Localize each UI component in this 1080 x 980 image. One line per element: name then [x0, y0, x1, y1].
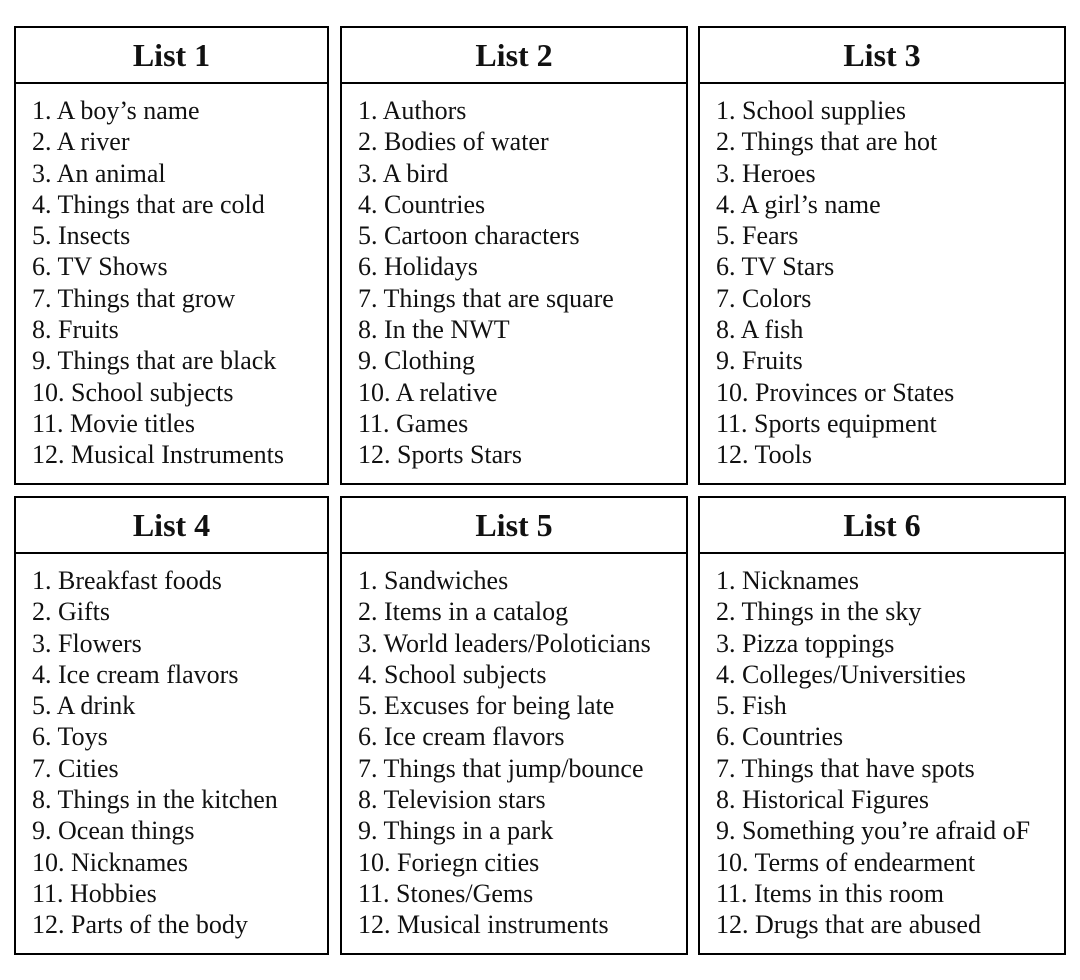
list-item: 2. Items in a catalog	[358, 597, 569, 627]
list-item: 5. Fears	[716, 221, 799, 251]
list-item: 9. Clothing	[358, 346, 476, 376]
list-item: 9. Things that are black	[32, 346, 277, 376]
list-item: 10. Nicknames	[32, 847, 188, 877]
list-item: 4. Things that are cold	[32, 189, 265, 219]
list-item: 11. Stones/Gems	[358, 878, 534, 908]
list-item: 7. Things that jump/bounce	[358, 753, 644, 783]
list-item: 4. Countries	[358, 189, 486, 219]
list-item: 1. School supplies	[716, 96, 906, 125]
list-item: 5. Fish	[716, 691, 787, 721]
list-item: 7. Colors	[716, 283, 812, 313]
list-item: 3. A bird	[358, 158, 449, 188]
list-item: 1. Authors	[358, 96, 467, 125]
list-item: 2. A river	[32, 127, 130, 157]
list-item: 12. Musical instruments	[358, 910, 609, 940]
list-item: 5. Insects	[32, 221, 131, 251]
list-title: List 1	[16, 28, 327, 84]
list-items	[700, 84, 1064, 471]
list-item: 10. School subjects	[32, 377, 234, 407]
list-item: 3. World leaders/Poloticians	[358, 628, 651, 658]
list-item: 9. Fruits	[716, 346, 803, 376]
list-item: 12. Drugs that are abused	[716, 910, 981, 940]
list-title: List 4	[16, 498, 327, 554]
list-item: 12. Parts of the body	[32, 910, 248, 940]
list-item: 6. Countries	[716, 722, 844, 752]
list-item: 10. Foriegn cities	[358, 847, 540, 877]
list-item: 11. Movie titles	[32, 408, 195, 438]
list-item: 2. Things that are hot	[716, 127, 938, 157]
list-card	[14, 26, 329, 485]
list-item: 2. Things in the sky	[716, 597, 922, 627]
list-item: 12. Sports Stars	[358, 440, 522, 470]
list-item: 2. Gifts	[32, 597, 110, 627]
list-item: 10. Provinces or States	[716, 377, 955, 407]
list-item: 7. Things that have spots	[716, 753, 975, 783]
list-items	[700, 554, 1064, 941]
list-title: List 2	[342, 28, 686, 84]
list-item: 4. School subjects	[358, 659, 547, 689]
list-item: 7. Cities	[32, 753, 119, 783]
list-item: 8. Television stars	[358, 785, 546, 815]
list-item: 7. Things that are square	[358, 283, 614, 313]
list-item: 11. Games	[358, 408, 469, 438]
list-items	[342, 554, 686, 941]
list-item: 10. A relative	[358, 377, 498, 407]
list-item: 5. Cartoon characters	[358, 221, 580, 251]
list-item: 8. A fish	[716, 315, 804, 345]
list-item: 1. Sandwiches	[358, 566, 509, 595]
list-item: 6. Holidays	[358, 252, 478, 282]
list-item: 6. TV Stars	[716, 252, 835, 282]
list-card	[340, 26, 688, 485]
list-item: 8. Fruits	[32, 315, 119, 345]
list-item: 2. Bodies of water	[358, 127, 549, 157]
list-item: 5. A drink	[32, 691, 136, 721]
list-item: 1. A boy’s name	[32, 96, 200, 125]
list-card	[14, 496, 329, 955]
list-item: 4. Colleges/Universities	[716, 659, 966, 689]
list-item: 7. Things that grow	[32, 283, 236, 313]
list-item: 11. Hobbies	[32, 878, 157, 908]
list-item: 12. Musical Instruments	[32, 440, 285, 470]
list-item: 6. Ice cream flavors	[358, 722, 565, 752]
list-item: 3. Flowers	[32, 628, 142, 658]
list-item: 8. In the NWT	[358, 315, 510, 345]
list-item: 9. Something you’re afraid oF	[716, 816, 1031, 846]
list-card	[340, 496, 688, 955]
list-item: 3. An animal	[32, 158, 166, 188]
list-items	[342, 84, 686, 471]
list-items	[16, 84, 327, 471]
list-item: 12. Tools	[716, 440, 812, 470]
list-title: List 3	[700, 28, 1064, 84]
list-item: 6. TV Shows	[32, 252, 168, 282]
list-item: 1. Breakfast foods	[32, 566, 222, 595]
list-item: 4. Ice cream flavors	[32, 659, 239, 689]
list-item: 1. Nicknames	[716, 566, 859, 595]
list-title: List 6	[700, 498, 1064, 554]
list-item: 4. A girl’s name	[716, 189, 881, 219]
list-item: 8. Historical Figures	[716, 785, 930, 815]
list-item: 3. Heroes	[716, 158, 816, 188]
list-item: 6. Toys	[32, 722, 108, 752]
list-item: 11. Sports equipment	[716, 408, 937, 438]
list-item: 3. Pizza toppings	[716, 628, 895, 658]
list-items	[16, 554, 327, 941]
list-card	[698, 496, 1066, 955]
list-item: 9. Ocean things	[32, 816, 195, 846]
list-item: 9. Things in a park	[358, 816, 554, 846]
list-item: 5. Excuses for being late	[358, 691, 615, 721]
list-item: 8. Things in the kitchen	[32, 785, 278, 815]
list-card	[698, 26, 1066, 485]
list-item: 10. Terms of endearment	[716, 847, 976, 877]
list-item: 11. Items in this room	[716, 878, 944, 908]
list-title: List 5	[342, 498, 686, 554]
